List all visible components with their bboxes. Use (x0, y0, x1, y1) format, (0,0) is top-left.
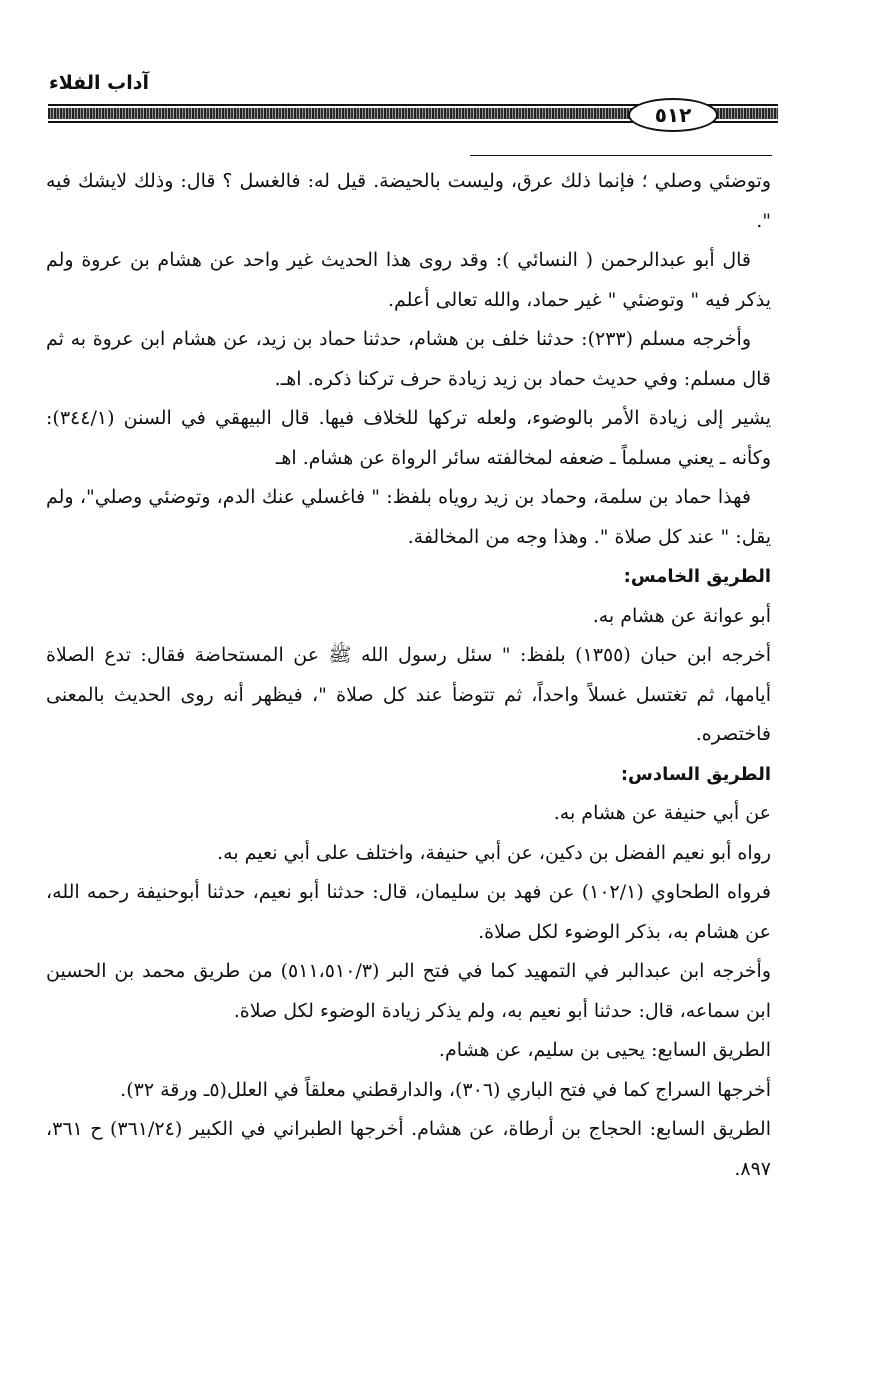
paragraph: وتوضئي وصلي ؛ فإنما ذلك عرق، وليست بالحيضة. قيل له: فالغسل ؟ قال: وذلك لايشك فيه ". (46, 170, 771, 232)
footnote-rule (470, 155, 772, 156)
paragraph: وأخرجه مسلم (٢٣٣): حدثنا خلف بن هشام، حدثنا حماد بن زيد، عن هشام ابن عروة به ثم قال مسلم: وفي حديث حماد بن زيد زيادة حرف تركنا ذكره. اهـ. (46, 328, 771, 390)
paragraph: الطريق السابع: الحجاج بن أرطاة، عن هشام. أخرجها الطبراني في الكبير (٣٦١/٢٤) ح ٣٦١، ٨٩٧. (46, 1118, 771, 1180)
paragraph: فرواه الطحاوي (١٠٢/١) عن فهد بن سليمان، قال: حدثنا أبو نعيم، حدثنا أبوحنيفة رحمه الله، عن هشام به، بذكر الوضوء لكل صلاة. (46, 881, 771, 943)
paragraph: أخرجه ابن حبان (١٣٥٥) بلفظ: " سئل رسول الله ﷺ عن المستحاضة فقال: تدع الصلاة أيامها، ثم تغتسل غسلاً واحداً، ثم تتوضأ عند كل صلاة "، فيظهر أنه روى الحديث بالمعنى فاختصره. (46, 644, 771, 745)
section-heading: الطريق السادس: (620, 763, 771, 785)
paragraph: قال أبو عبدالرحمن ( النسائي ): وقد روى هذا الحديث غير واحد عن هشام بن عروة ولم يذكر فيه " وتوضئي " غير حماد، والله تعالى أعلم. (46, 249, 771, 311)
paragraph: فهذا حماد بن سلمة، وحماد بن زيد روياه بلفظ: " فاغسلي عنك الدم، وتوضئي وصلي"، ولم يقل: " عند كل صلاة ". وهذا وجه من المخالفة. (46, 486, 771, 548)
paragraph: أخرجها السراج كما في فتح الباري (٣٠٦)، والدارقطني معلقاً في العلل(٥ـ ورقة ٣٢). (120, 1078, 771, 1101)
paragraph: أبو عوانة عن هشام به. (592, 604, 771, 627)
paragraph: رواه أبو نعيم الفضل بن دكين، عن أبي حنيفة، واختلف على أبي نعيم به. (217, 841, 771, 864)
running-title: آداب الفلاء (49, 72, 149, 94)
page-number: ٥١٢ (628, 98, 718, 132)
paragraph: وأخرجه ابن عبدالبر في التمهيد كما في فتح البر (٥١١،٥١٠/٣) من طريق محمد بن الحسين ابن سماعه، قال: حدثنا أبو نعيم به، ولم يذكر زيادة الوضوء لكل صلاة. (46, 960, 771, 1022)
paragraph: يشير إلى زيادة الأمر بالوضوء، ولعله تركها للخلاف فيها. قال البيهقي في السنن (٣٤٤/١): وكأنه ـ يعني مسلماً ـ ضعفه لمخالفته سائر الرواة عن هشام. اهـ (46, 407, 771, 469)
paragraph: الطريق السابع: يحيى بن سليم، عن هشام. (438, 1039, 771, 1061)
paragraph: عن أبي حنيفة عن هشام به. (553, 802, 771, 824)
section-heading: الطريق الخامس: (623, 566, 771, 587)
page-body (46, 158, 771, 1189)
